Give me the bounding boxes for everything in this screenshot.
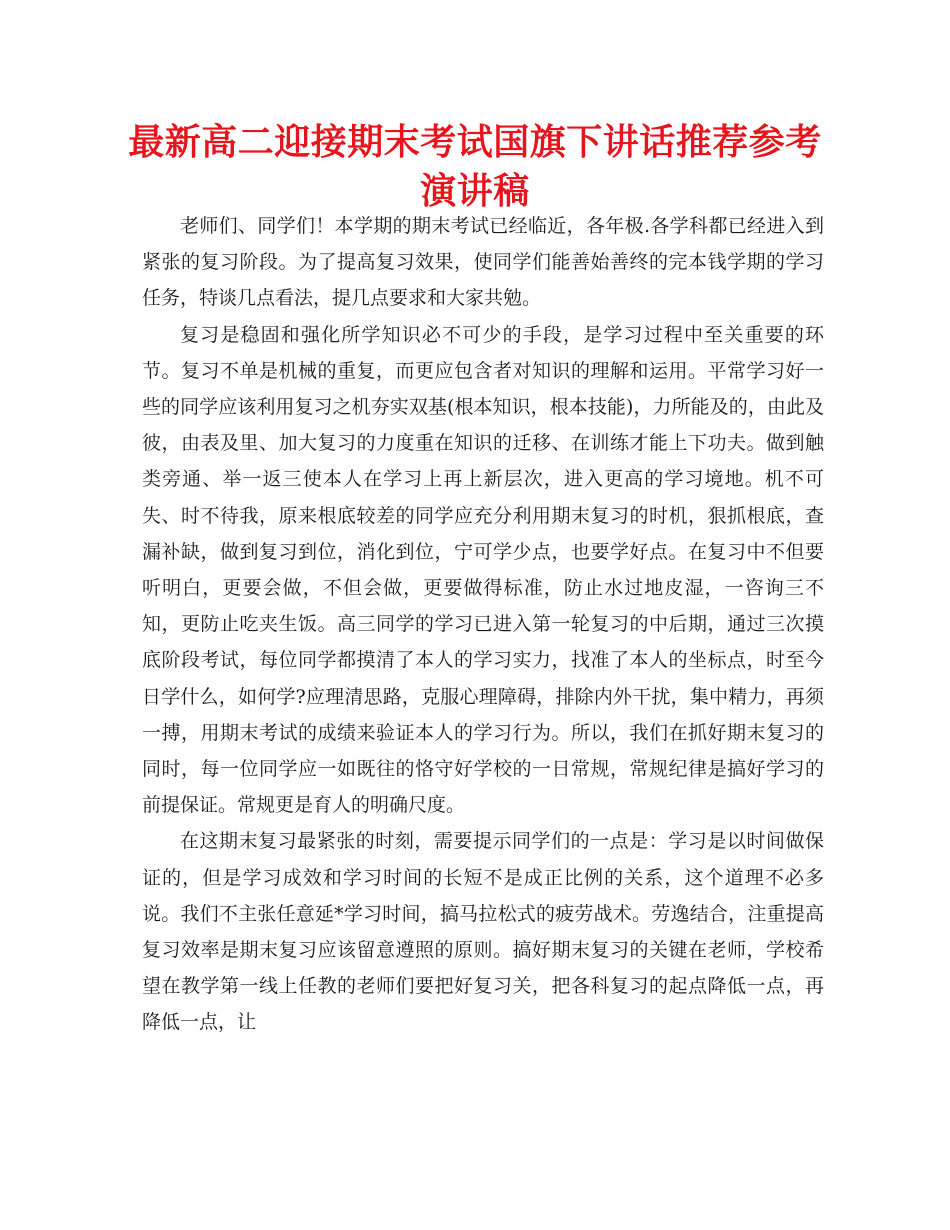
paragraph: 复习是稳固和强化所学知识必不可少的手段，是学习过程中至关重要的环节。复习不单是机械的重复，而更应包含者对知识的理解和运用。平常学习好一些的同学应该利用复习之机夯实双基(根本知识，根本技能)，力所能及的，由此及彼，由表及里、加大复习的力度重在知识的迁移、在训练才能上下功夫。做到触类旁通、举一返三使本人在学习上再上新层次，进入更高的学习境地。机不可失、时不待我，原来根底较差的同学应充分利用期末复习的时机，狠抓根底，查漏补缺，做到复习到位，消化到位，宁可学少点，也要学好点。在复习中不但要听明白，更要会做，不但会做，更要做得标准，防止水过地皮湿，一咨询三不知，更防止吃夹生饭。高三同学的学习已进入第一轮复习的中后期，通过三次摸底阶段考试，每位同学都摸清了本人的学习实力，找准了本人的坐标点，时至今日学什么，如何学?应理清思路，克服心理障碍，排除内外干扰，集中精力，再须一搏，用期末考试的成绩来验证本人的学习行为。所以，我们在抓好期末复习的同时，每一位同学应一如既往的恪守好学校的一日常规，常规纪律是搞好学习的前提保证。常规更是育人的明确尺度。 [142, 323, 824, 817]
document-title: 最新高二迎接期末考试国旗下讲话推荐参考演讲稿 [128, 122, 822, 212]
paragraph: 在这期末复习最紧张的时刻，需要提示同学们的一点是：学习是以时间做保证的，但是学习成效和学习时间的长短不是成正比例的关系，这个道理不必多说。我们不主张任意延*学习时间，搞马拉松式的疲劳战术。劳逸结合，注重提高复习效率是期末复习应该留意遵照的原则。搞好期末复习的关键在老师，学校希望在教学第一线上任教的老师们要把好复习关，把各科复习的起点降低一点，再降低一点，让 [142, 830, 824, 1034]
document-body [142, 208, 824, 1041]
paragraph: 老师们、同学们！本学期的期末考试已经临近，各年极.各学科都已经进入到紧张的复习阶段。为了提高复习效果，使同学们能善始善终的完本钱学期的学习任务，特谈几点看法，提几点要求和大家共勉。 [142, 215, 824, 310]
